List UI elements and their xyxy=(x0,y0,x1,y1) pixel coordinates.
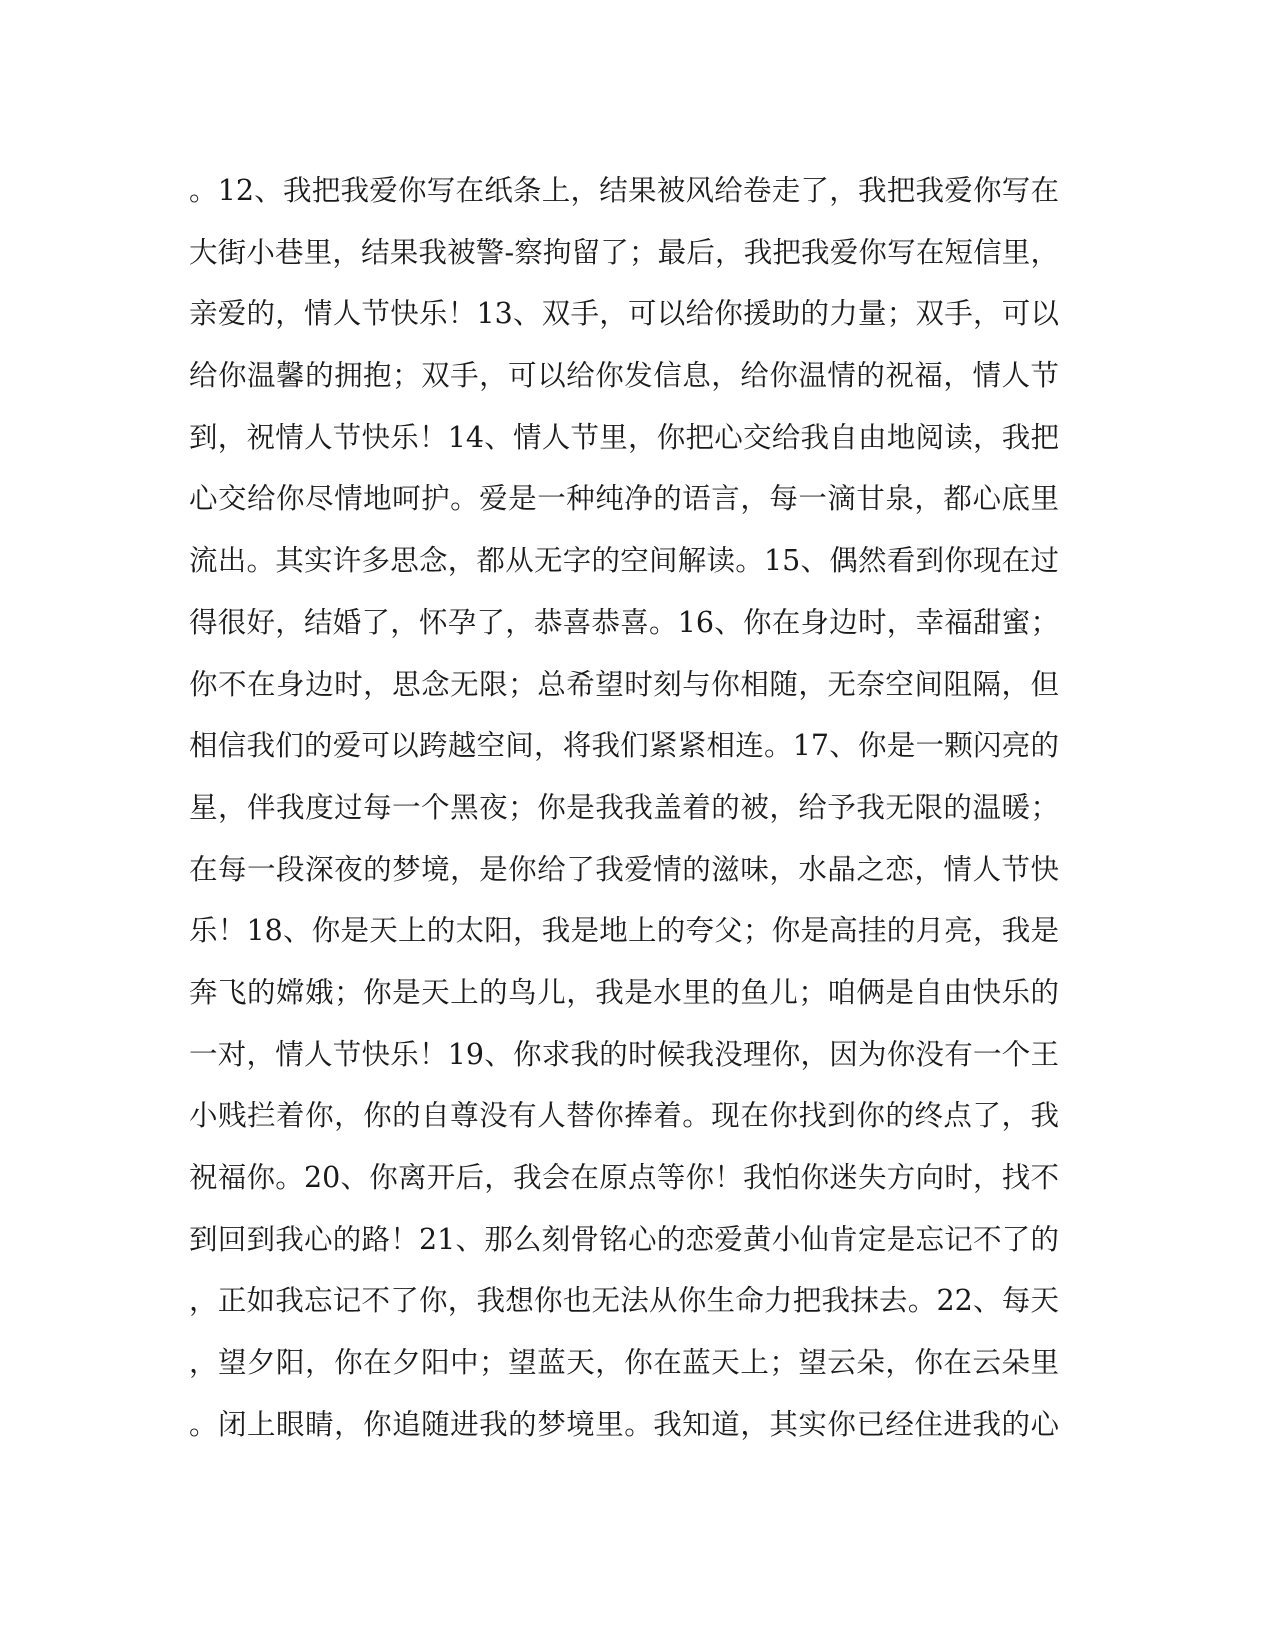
text-line: ，望夕阳，你在夕阳中；望蓝天，你在蓝天上；望云朵，你在云朵里 xyxy=(189,1346,1059,1380)
text-line: 一对，情人节快乐！19、你求我的时候我没理你，因为你没有一个王 xyxy=(189,1037,1059,1071)
text-line: 小贱拦着你，你的自尊没有人替你捧着。现在你找到你的终点了，我 xyxy=(189,1099,1059,1133)
text-line: 给你温馨的拥抱；双手，可以给你发信息，给你温情的祝福，情人节 xyxy=(189,359,1059,393)
text-line: 在每一段深夜的梦境，是你给了我爱情的滋味，水晶之恋，情人节快 xyxy=(189,852,1059,886)
text-line: 大街小巷里，结果我被警-察拘留了；最后，我把我爱你写在短信里， xyxy=(189,235,1059,269)
text-line: 。闭上眼睛，你追随进我的梦境里。我知道，其实你已经住进我的心 xyxy=(189,1407,1059,1441)
text-line: 相信我们的爱可以跨越空间，将我们紧紧相连。17、你是一颗闪亮的 xyxy=(189,729,1059,763)
text-line: 星，伴我度过每一个黑夜；你是我我盖着的被，给予我无限的温暖； xyxy=(189,790,1059,824)
text-line: 流出。其实许多思念，都从无字的空间解读。15、偶然看到你现在过 xyxy=(189,544,1059,578)
text-line: 。12、我把我爱你写在纸条上，结果被风给卷走了，我把我爱你写在 xyxy=(189,174,1059,207)
text-line: 乐！18、你是天上的太阳，我是地上的夸父；你是高挂的月亮，我是 xyxy=(189,914,1059,948)
text-line: 到，祝情人节快乐！14、情人节里，你把心交给我自由地阅读，我把 xyxy=(189,420,1059,454)
text-line: 得很好，结婚了，怀孕了，恭喜恭喜。16、你在身边时，幸福甜蜜； xyxy=(189,605,1059,639)
text-line: 你不在身边时，思念无限；总希望时刻与你相随，无奈空间阻隔，但 xyxy=(189,667,1059,701)
text-line: 奔飞的嫦娥；你是天上的鸟儿，我是水里的鱼儿；咱俩是自由快乐的 xyxy=(189,975,1059,1009)
text-line: ，正如我忘记不了你，我想你也无法从你生命力把我抹去。22、每天 xyxy=(189,1284,1059,1318)
text-line: 祝福你。20、你离开后，我会在原点等你！我怕你迷失方向时，找不 xyxy=(189,1161,1059,1194)
body-text xyxy=(189,160,1059,1455)
text-line: 亲爱的，情人节快乐！13、双手，可以给你援助的力量；双手，可以 xyxy=(189,297,1059,331)
text-line: 到回到我心的路！21、那么刻骨铭心的恋爱黄小仙肯定是忘记不了的 xyxy=(189,1222,1059,1256)
text-line: 心交给你尽情地呵护。爱是一种纯净的语言，每一滴甘泉，都心底里 xyxy=(189,482,1059,516)
